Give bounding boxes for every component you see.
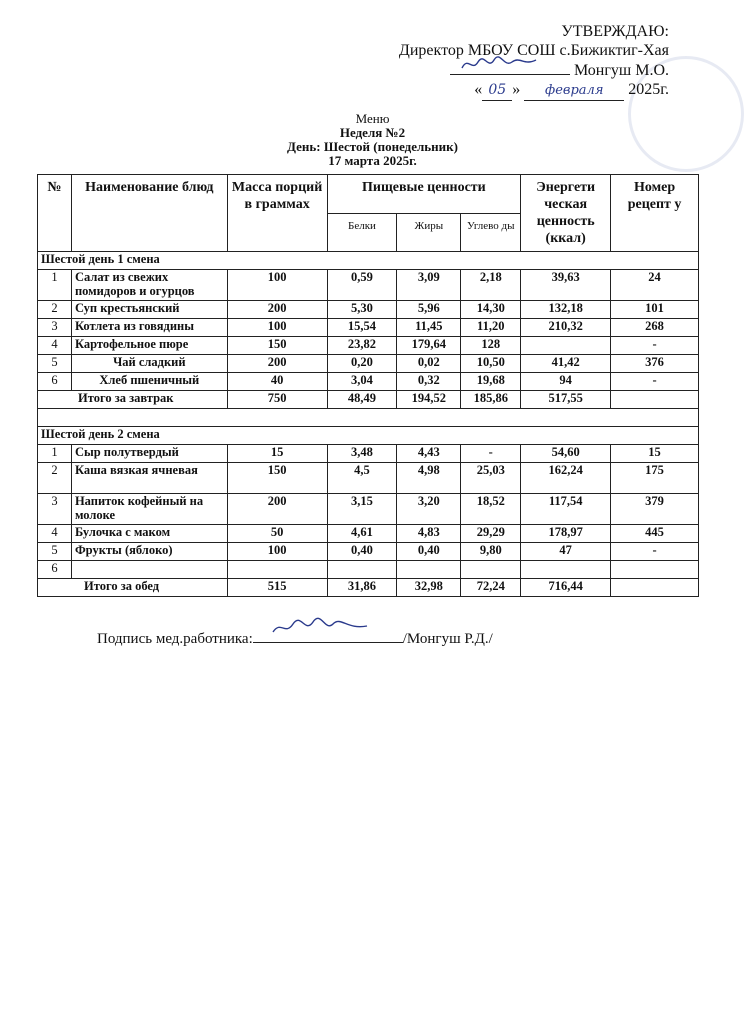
row-name: Чай сладкий: [71, 355, 227, 373]
row-carbs: 10,50: [461, 355, 521, 373]
row-name: Булочка с маком: [71, 525, 227, 543]
row-mass: 15: [227, 445, 327, 463]
date-open-quote: «: [474, 81, 483, 98]
total-fat: 32,98: [397, 579, 461, 597]
date-year: 2025г.: [628, 81, 669, 98]
row-energy: 47: [521, 543, 611, 561]
row-mass: 150: [227, 337, 327, 355]
total-label: Итого за обед: [38, 579, 228, 597]
heading-day: День: Шестой (понедельник): [287, 139, 458, 154]
menu-heading: [0, 112, 745, 168]
row-fat: 0,02: [397, 355, 461, 373]
header-num: №: [38, 175, 72, 252]
medical-signature: [97, 628, 493, 648]
table-row: [38, 543, 699, 561]
row-energy: 210,32: [521, 319, 611, 337]
row-carbs: 19,68: [461, 373, 521, 391]
header-name: Наименование блюд: [71, 175, 227, 252]
row-recipe: [611, 561, 699, 579]
row-mass: 40: [227, 373, 327, 391]
row-name: Салат из свежих помидоров и огурцов: [71, 270, 227, 301]
row-mass: 200: [227, 494, 327, 525]
total-recipe: [611, 579, 699, 597]
row-recipe: 175: [611, 463, 699, 494]
total-carbs: 185,86: [461, 391, 521, 409]
row-num: 5: [38, 355, 72, 373]
total-fat: 194,52: [397, 391, 461, 409]
total-energy: 716,44: [521, 579, 611, 597]
row-carbs: 128: [461, 337, 521, 355]
row-fat: 0,32: [397, 373, 461, 391]
row-energy: 132,18: [521, 301, 611, 319]
row-recipe: 445: [611, 525, 699, 543]
row-fat: 3,20: [397, 494, 461, 525]
row-mass: 50: [227, 525, 327, 543]
row-protein: 3,48: [327, 445, 397, 463]
row-protein: 0,59: [327, 270, 397, 301]
approval-signature-line: [399, 60, 669, 80]
table-row: [38, 525, 699, 543]
row-recipe: 376: [611, 355, 699, 373]
row-carbs: 18,52: [461, 494, 521, 525]
row-recipe: -: [611, 543, 699, 561]
row-name: [71, 561, 227, 579]
row-num: 6: [38, 561, 72, 579]
row-num: 1: [38, 445, 72, 463]
header-fat: Жиры: [397, 213, 461, 252]
row-mass: 100: [227, 319, 327, 337]
row-name: Хлеб пшеничный: [71, 373, 227, 391]
row-carbs: 11,20: [461, 319, 521, 337]
row-fat: 179,64: [397, 337, 461, 355]
row-recipe: 379: [611, 494, 699, 525]
row-carbs: 2,18: [461, 270, 521, 301]
row-recipe: 268: [611, 319, 699, 337]
row-protein: [327, 561, 397, 579]
menu-table: [37, 174, 699, 597]
director-name: Монгуш М.О.: [573, 62, 669, 79]
total-carbs: 72,24: [461, 579, 521, 597]
row-num: 2: [38, 463, 72, 494]
row-energy: [521, 561, 611, 579]
row-mass: 100: [227, 270, 327, 301]
header-mass: Масса порций в граммах: [227, 175, 327, 252]
row-mass: [227, 561, 327, 579]
row-carbs: 25,03: [461, 463, 521, 494]
row-energy: 162,24: [521, 463, 611, 494]
signature-label: Подпись мед.работника:: [97, 631, 253, 647]
row-num: 4: [38, 337, 72, 355]
signature-name: /Монгуш Р.Д./: [402, 631, 493, 647]
total-mass: 750: [227, 391, 327, 409]
row-recipe: 101: [611, 301, 699, 319]
heading-title: Меню: [355, 111, 390, 126]
row-recipe: -: [611, 337, 699, 355]
approval-position: Директор МБОУ СОШ с.Бижиктиг-Хая: [398, 42, 669, 59]
row-energy: 94: [521, 373, 611, 391]
row-energy: 41,42: [521, 355, 611, 373]
row-num: 6: [38, 373, 72, 391]
header-protein: Белки: [327, 213, 397, 252]
row-num: 5: [38, 543, 72, 561]
row-energy: 39,63: [521, 270, 611, 301]
approval-title: УТВЕРЖДАЮ:: [561, 23, 669, 40]
row-carbs: -: [461, 445, 521, 463]
total-mass: 515: [227, 579, 327, 597]
row-name: Каша вязкая ячневая: [71, 463, 227, 494]
header-recipe: Номер рецепт у: [611, 175, 699, 252]
table-row: [38, 337, 699, 355]
section-shift-2: Шестой день 2 смена: [38, 427, 699, 445]
total-protein: 48,49: [327, 391, 397, 409]
row-energy: [521, 337, 611, 355]
row-fat: 5,96: [397, 301, 461, 319]
header-carbs: Углево ды: [461, 213, 521, 252]
total-recipe: [611, 391, 699, 409]
row-mass: 200: [227, 301, 327, 319]
header-nutrition: Пищевые ценности: [327, 175, 521, 214]
row-num: 2: [38, 301, 72, 319]
total-row-breakfast: [38, 391, 699, 409]
table-row: [38, 494, 699, 525]
row-energy: 54,60: [521, 445, 611, 463]
row-mass: 150: [227, 463, 327, 494]
row-fat: 4,43: [397, 445, 461, 463]
row-protein: 3,04: [327, 373, 397, 391]
row-fat: 4,83: [397, 525, 461, 543]
total-protein: 31,86: [327, 579, 397, 597]
row-carbs: 9,80: [461, 543, 521, 561]
table-row: [38, 301, 699, 319]
approval-date: [399, 80, 669, 101]
row-fat: 0,40: [397, 543, 461, 561]
heading-week: Неделя №2: [339, 125, 406, 140]
row-num: 4: [38, 525, 72, 543]
row-carbs: 29,29: [461, 525, 521, 543]
date-day: 05: [482, 81, 512, 101]
row-num: 1: [38, 270, 72, 301]
row-name: Фрукты (яблоко): [71, 543, 227, 561]
row-name: Котлета из говядины: [71, 319, 227, 337]
table-row: [38, 355, 699, 373]
header-energy: Энергети ческая ценность (ккал): [521, 175, 611, 252]
table-row: [38, 561, 699, 579]
director-signature: [450, 60, 570, 75]
date-month: февраля: [524, 81, 624, 101]
row-recipe: 24: [611, 270, 699, 301]
row-fat: 4,98: [397, 463, 461, 494]
row-energy: 178,97: [521, 525, 611, 543]
heading-date: 17 марта 2025г.: [328, 153, 417, 168]
row-recipe: -: [611, 373, 699, 391]
row-name: Суп крестьянский: [71, 301, 227, 319]
total-row-lunch: [38, 579, 699, 597]
table-row: [38, 373, 699, 391]
row-protein: 15,54: [327, 319, 397, 337]
row-energy: 117,54: [521, 494, 611, 525]
row-protein: 5,30: [327, 301, 397, 319]
row-fat: 11,45: [397, 319, 461, 337]
section-shift-1: Шестой день 1 смена: [38, 252, 699, 270]
row-protein: 3,15: [327, 494, 397, 525]
total-energy: 517,55: [521, 391, 611, 409]
row-mass: 100: [227, 543, 327, 561]
row-protein: 0,20: [327, 355, 397, 373]
row-protein: 23,82: [327, 337, 397, 355]
signature-blank: [253, 628, 403, 643]
row-protein: 4,61: [327, 525, 397, 543]
row-name: Картофельное пюре: [71, 337, 227, 355]
row-protein: 4,5: [327, 463, 397, 494]
date-close-quote: »: [512, 81, 521, 98]
total-label: Итого за завтрак: [38, 391, 228, 409]
row-fat: [397, 561, 461, 579]
row-name: Напиток кофейный на молоке: [71, 494, 227, 525]
row-carbs: [461, 561, 521, 579]
row-num: 3: [38, 319, 72, 337]
row-protein: 0,40: [327, 543, 397, 561]
row-carbs: 14,30: [461, 301, 521, 319]
approval-block: [399, 22, 669, 101]
table-row: [38, 463, 699, 494]
row-name: Сыр полутвердый: [71, 445, 227, 463]
row-num: 3: [38, 494, 72, 525]
row-mass: 200: [227, 355, 327, 373]
table-row: [38, 445, 699, 463]
table-row: [38, 270, 699, 301]
blank-row: [38, 409, 699, 427]
row-recipe: 15: [611, 445, 699, 463]
row-fat: 3,09: [397, 270, 461, 301]
table-row: [38, 319, 699, 337]
